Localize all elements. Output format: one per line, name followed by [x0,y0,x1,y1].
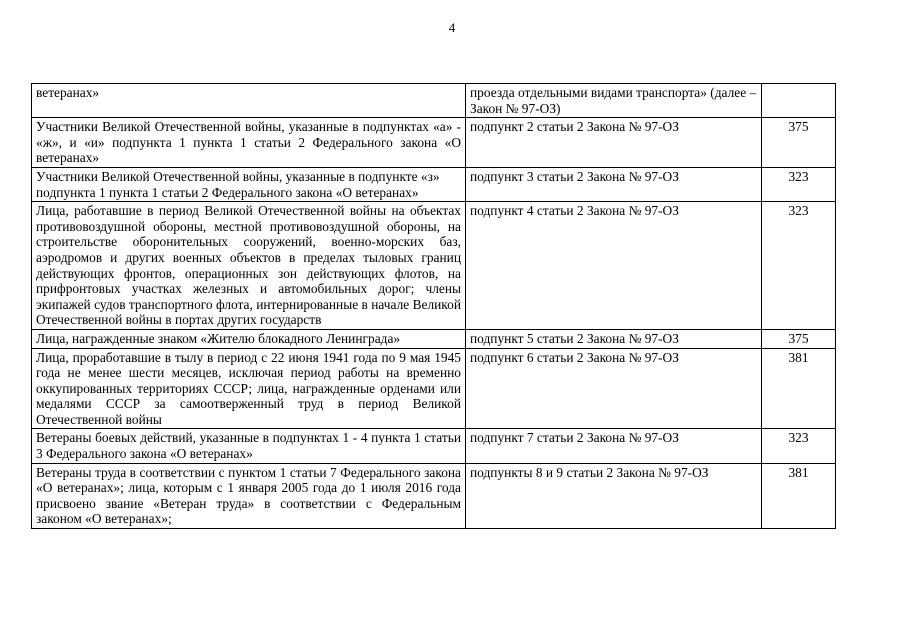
row-amount [762,84,836,118]
row-amount: 323 [762,202,836,330]
benefits-table [31,83,836,529]
page-number: 4 [448,20,456,35]
row-description: Ветераны труда в соответствии с пунктом 1 статьи 7 Федерального закона «О ветеранах»; лица, которым с 1 января 2005 года до 1 июля 2016 года присвоено звание «Ветеран труда» в соответствии с Федеральным законом «О ветеранах»; [32,463,466,528]
row-description: Ветераны боевых действий, указанные в подпунктах 1 - 4 пункта 1 статьи 3 Федерального закона «О ветеранах» [32,429,466,463]
row-description: Лица, проработавшие в тылу в период с 22 июня 1941 года по 9 мая 1945 года не менее шести месяцев, исключая период работы на временно оккупированных территориях СССР; лица, награжденные орденами или медалями СССР за самоотверженный труд в период Великой Отечественной войны [32,348,466,429]
table-row [32,84,836,118]
table-row [32,118,836,168]
table-row [32,202,836,330]
row-amount: 381 [762,348,836,429]
row-description: Лица, награжденные знаком «Жителю блокадного Ленинграда» [32,329,466,348]
table-row [32,429,836,463]
row-reference: подпункт 3 статьи 2 Закона № 97-ОЗ [466,167,762,201]
row-description: Участники Великой Отечественной войны, указанные в подпункте «з» подпункта 1 пункта 1 статьи 2 Федерального закона «О ветеранах» [32,167,466,201]
row-reference: подпункт 7 статьи 2 Закона № 97-ОЗ [466,429,762,463]
row-amount: 375 [762,118,836,168]
row-reference: подпункт 6 статьи 2 Закона № 97-ОЗ [466,348,762,429]
row-amount: 375 [762,329,836,348]
row-amount: 323 [762,429,836,463]
row-description: Лица, работавшие в период Великой Отечественной войны на объектах противовоздушной обороны, местной противовоздушной обороны, на строительстве оборонительных сооружений, военно-морских баз, аэродромов и других военных объектов в пределах тыловых границ действующих фронтов, операционных зон действующих флотов, на прифронтовых участках железных и автомобильных дорог; члены экипажей судов транспортного флота, интернированные в начале Великой Отечественной войны в портах других государств [32,202,466,330]
row-description: ветеранах» [32,84,466,118]
table-row [32,167,836,201]
table-row [32,329,836,348]
row-reference: проезда отдельными видами транспорта» (далее – Закон № 97-ОЗ) [466,84,762,118]
row-description: Участники Великой Отечественной войны, указанные в подпунктах «а» - «ж», и «и» подпункта 1 пункта 1 статьи 2 Федерального закона «О ветеранах» [32,118,466,168]
row-amount: 323 [762,167,836,201]
row-reference: подпункты 8 и 9 статьи 2 Закона № 97-ОЗ [466,463,762,528]
table-row [32,463,836,528]
row-amount: 381 [762,463,836,528]
row-reference: подпункт 4 статьи 2 Закона № 97-ОЗ [466,202,762,330]
table-row [32,348,836,429]
row-reference: подпункт 2 статьи 2 Закона № 97-ОЗ [466,118,762,168]
row-reference: подпункт 5 статьи 2 Закона № 97-ОЗ [466,329,762,348]
